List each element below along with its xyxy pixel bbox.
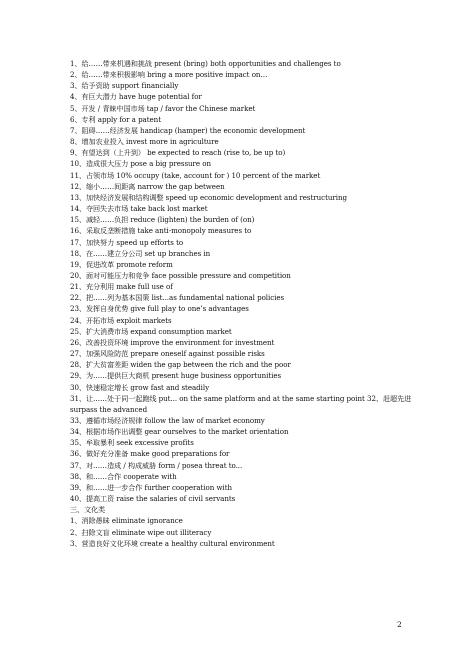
list-item: 27、加强风险防范 prepare oneself against possible risks (70, 349, 265, 359)
list-item: 4、有巨大潜力 have huge potential for (70, 92, 202, 102)
list-item: 12、缩小……间距离 narrow the gap between (70, 181, 225, 191)
list-item: 14、夺回失去市场 take back lost market (70, 204, 208, 214)
list-item: 34、根据市场作出调整 gear ourselves to the market orientation (70, 427, 289, 437)
list-item: 8、增加农业投入 invest more in agriculture (70, 137, 219, 147)
list-item: 13、加快经济发展和结构调整 speed up economic development and restructuring (70, 192, 347, 202)
list-item: 2、给……带来积极影响 bring a more positive impact on… (70, 70, 268, 80)
list-item: 22、把……列为基本国策 list...as fundamental national policies (70, 293, 285, 303)
list-item: 35、牟取暴利 seek excessive profits (70, 438, 194, 448)
list-item: 7、阻碍……经济发展 handicap (hamper) the economic development (70, 125, 306, 135)
list-item: 17、加快努力 speed up efforts to (70, 237, 184, 247)
list-item: 23、发挥自身优势 give full play to one’s advantages (70, 304, 249, 314)
list-item: 25、扩大消费市场 expand consumption market (70, 326, 232, 336)
list-item: 36、做好充分准备 make good preparations for (70, 449, 230, 459)
list-item: 29、为……提供巨大商机 present huge business opportunities (70, 371, 282, 381)
list-item: 28、扩大贫富差距 widen the gap between the rich and the poor (70, 360, 291, 370)
list-item: 3、营造良好文化环境 create a healthy cultural environment (70, 538, 275, 548)
list-item: 2、扫除文盲 eliminate wipe out illiteracy (70, 527, 212, 537)
list-item: 1、给……带来机遇和挑战 present (bring) both opportunities and challenges to (70, 59, 341, 68)
list-item: 37、对……造成 / 构成威胁 form / posea threat to... (70, 460, 243, 470)
document-body (70, 58, 420, 549)
list-item: 5、开发 / 青睐中国市场 tap / favor the Chinese market (70, 103, 256, 113)
list-item: 21、充分利用 make full use of (70, 282, 173, 292)
page-number: 2 (397, 620, 402, 629)
list-item: 18、在……建立分公司 set up branches in (70, 248, 211, 258)
list-item: 39、和……进一步合作 further cooperation with (70, 482, 233, 492)
list-item: 30、快速稳定增长 grow fast and steadily (70, 382, 210, 392)
list-item: 6、专利 apply for a patent (70, 114, 162, 124)
list-item: 19、促进改革 promote reform (70, 259, 173, 269)
section-heading: 三、文化类 (70, 505, 106, 515)
list-item: 33、遵循市场经济规律 follow the law of market economy (70, 416, 265, 425)
list-item: 31、让……处于同一起跑线 put... on the same platform and at the same starting point 32、赶超先进 surpass the advanced (70, 393, 412, 414)
list-item: 3、给予资助 support financially (70, 81, 179, 91)
list-item: 38、和……合作 cooperate with (70, 471, 177, 481)
list-item: 40、提高工资 raise the salaries of civil servants (70, 494, 236, 504)
list-item: 26、改善投资环境 improve the environment for investment (70, 337, 275, 347)
list-item: 15、减轻……负担 reduce (lighten) the burden of (on) (70, 215, 255, 225)
list-item: 9、有望达到（上升到） be expected to reach (rise to, be up to) (70, 148, 286, 158)
list-item: 16、采取反垄断措施 take anti-monopoly measures to (70, 226, 252, 236)
list-item: 24、开拓市场 exploit markets (70, 315, 172, 325)
list-item: 1、消除愚昧 eliminate ignorance (70, 516, 183, 526)
list-item: 11、占领市场 10% occupy (take, account for ) 10 percent of the market (70, 170, 321, 180)
list-item: 20、面对可能压力和竞争 face possible pressure and competition (70, 270, 291, 280)
list-item: 10、造成很大压力 pose a big pressure on (70, 159, 211, 169)
